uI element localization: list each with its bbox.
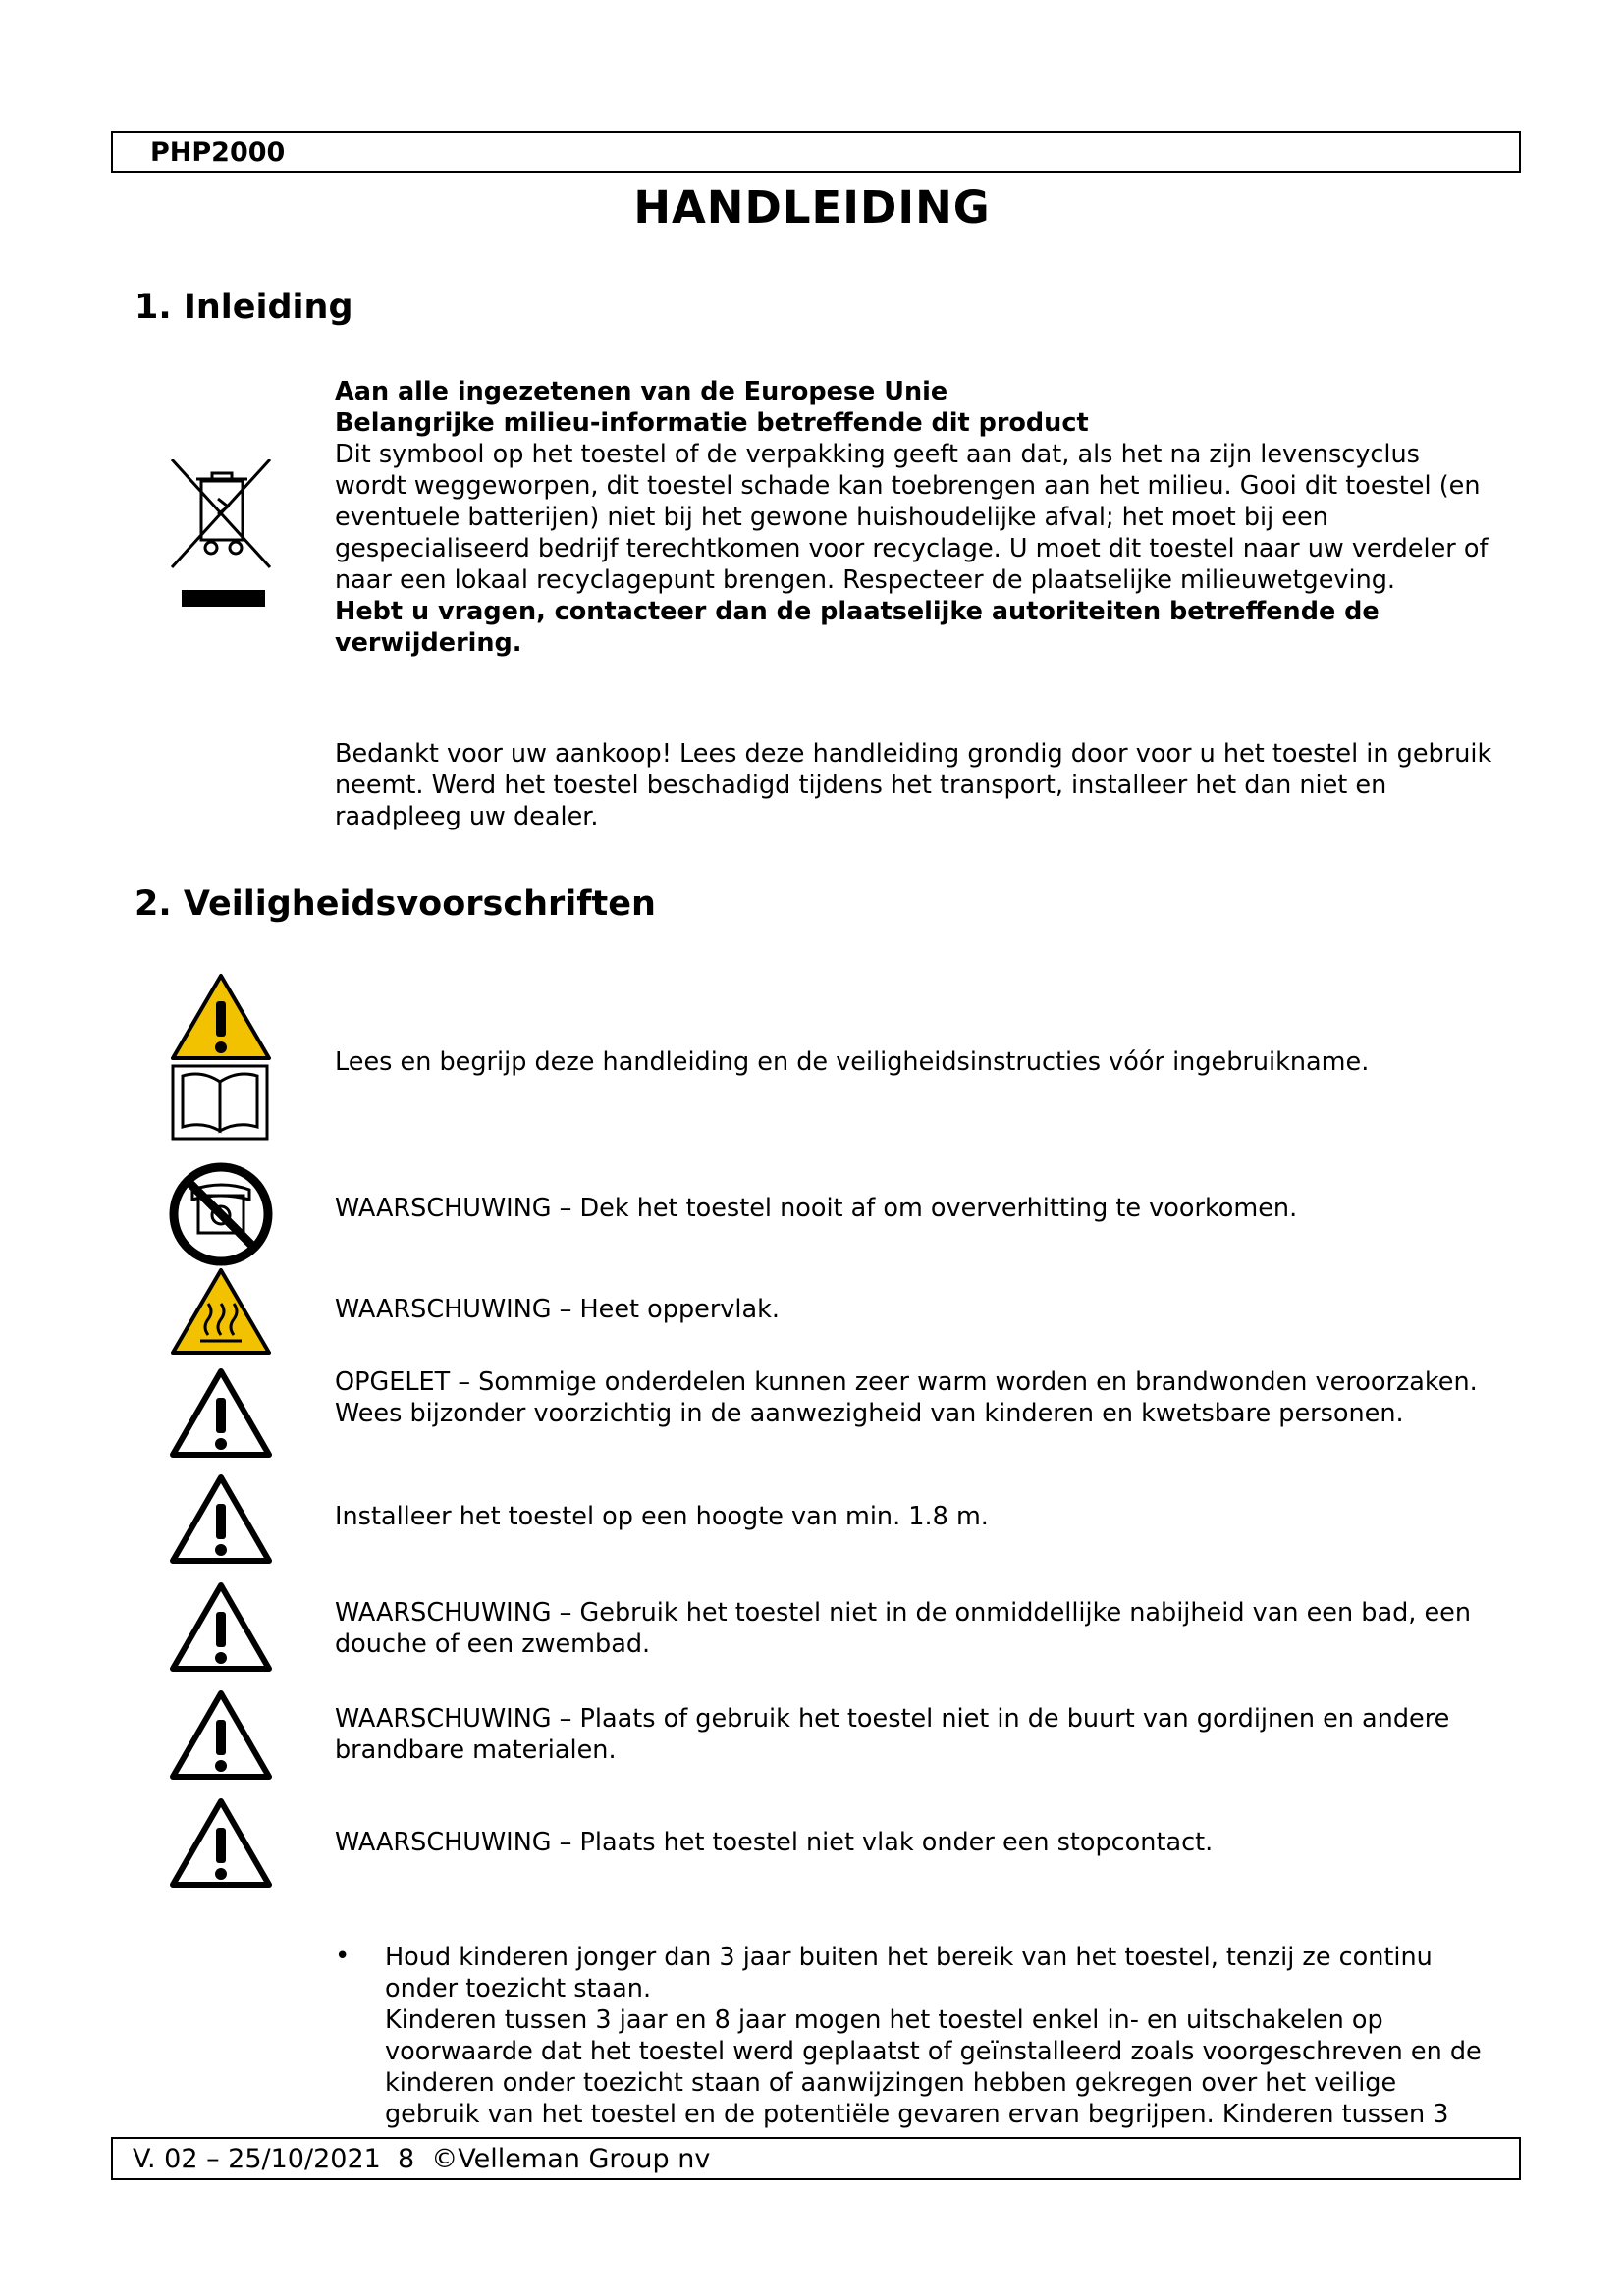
caution-icon xyxy=(167,1796,275,1890)
bullet-paragraph-2: Kinderen tussen 3 jaar en 8 jaar mogen het toestel enkel in- en uitschakelen op voorwaarde dat het toestel werd geplaatst of geïnstalleerd zoals voorgeschreven en de kinderen onder toezicht staan of aanwijzingen hebben gekregen over het veilige gebruik van het toestel en de potentiële gevaren ervan begrijpen. Kinderen tussen 3 xyxy=(385,2005,1482,2129)
safety-item-text: Lees en begrijp deze handleiding en de veiligheidsinstructies vóór ingebruikname. xyxy=(335,1047,1370,1077)
bullet-children-text xyxy=(385,1942,1494,2130)
safety-item-text: OPGELET – Sommige onderdelen kunnen zeer warm worden en brandwonden veroorzaken. Wees bijzonder voorzichtig in de aanwezigheid van kinderen en kwetsbare personen. xyxy=(335,1367,1478,1428)
header-box xyxy=(111,131,1521,173)
weee-notice xyxy=(335,376,1493,659)
document-title: HANDLEIDING xyxy=(633,182,991,234)
section-heading-veiligheid: 2. Veiligheidsvoorschriften xyxy=(135,884,656,924)
section-heading-inleiding: 1. Inleiding xyxy=(135,288,353,327)
do-not-cover-icon xyxy=(167,1160,275,1268)
model-number: PHP2000 xyxy=(150,137,286,168)
weee-question: Hebt u vragen, contacteer dan de plaatselijke autoriteiten betreffende de verwijdering. xyxy=(335,597,1380,658)
bullet-paragraph-1: Houd kinderen jonger dan 3 jaar buiten het bereik van het toestel, tenzij ze continu onder toezicht staan. xyxy=(385,1943,1433,2003)
safety-item-text: Installeer het toestel op een hoogte van min. 1.8 m. xyxy=(335,1502,989,1531)
safety-item-text: WAARSCHUWING – Dek het toestel nooit af om oververhitting te voorkomen. xyxy=(335,1194,1298,1223)
bullet-point: • xyxy=(335,1942,351,1971)
caution-icon xyxy=(167,1472,275,1566)
weee-body: Dit symbool op het toestel of de verpakking geeft aan dat, als het na zijn levenscyclus wordt weggeworpen, dit toestel schade kan toebrengen aan het milieu. Gooi dit toestel (en eventuele batterijen) niet bij het gewone huishoudelijke afval; het moet bij een gespecialiseerd bedrijf terechtkomen voor recyclage. U moet dit toestel naar uw verdeler of naar een lokaal recyclagepunt brengen. Respecteer de plaatselijke milieuwetgeving. xyxy=(335,440,1489,595)
hot-surface-icon xyxy=(167,1266,275,1357)
thanks-paragraph: Bedankt voor uw aankoop! Lees deze handleiding grondig door voor u het toestel in gebruik neemt. Werd het toestel beschadigd tijdens het transport, installeer het dan niet en raadpleeg uw dealer. xyxy=(335,739,1492,831)
caution-icon xyxy=(167,1580,275,1674)
safety-item-text: WAARSCHUWING – Heet oppervlak. xyxy=(335,1295,780,1324)
safety-item-text: WAARSCHUWING – Plaats het toestel niet vlak onder een stopcontact. xyxy=(335,1828,1214,1857)
weee-title-2: Belangrijke milieu-informatie betreffende dit product xyxy=(335,408,1089,438)
weee-title-1: Aan alle ingezetenen van de Europese Unie xyxy=(335,377,948,406)
footer-text: V. 02 – 25/10/2021 8 ©Velleman Group nv xyxy=(133,2144,711,2174)
caution-icon xyxy=(167,1366,275,1460)
warning-read-manual-icon xyxy=(167,972,275,1144)
caution-icon xyxy=(167,1688,275,1782)
weee-bin-icon xyxy=(167,459,275,612)
safety-item-text: WAARSCHUWING – Gebruik het toestel niet in de onmiddellijke nabijheid van een bad, een douche of een zwembad. xyxy=(335,1598,1472,1659)
footer-box xyxy=(111,2137,1521,2180)
safety-item-text: WAARSCHUWING – Plaats of gebruik het toestel niet in de buurt van gordijnen en andere brandbare materialen. xyxy=(335,1704,1450,1765)
